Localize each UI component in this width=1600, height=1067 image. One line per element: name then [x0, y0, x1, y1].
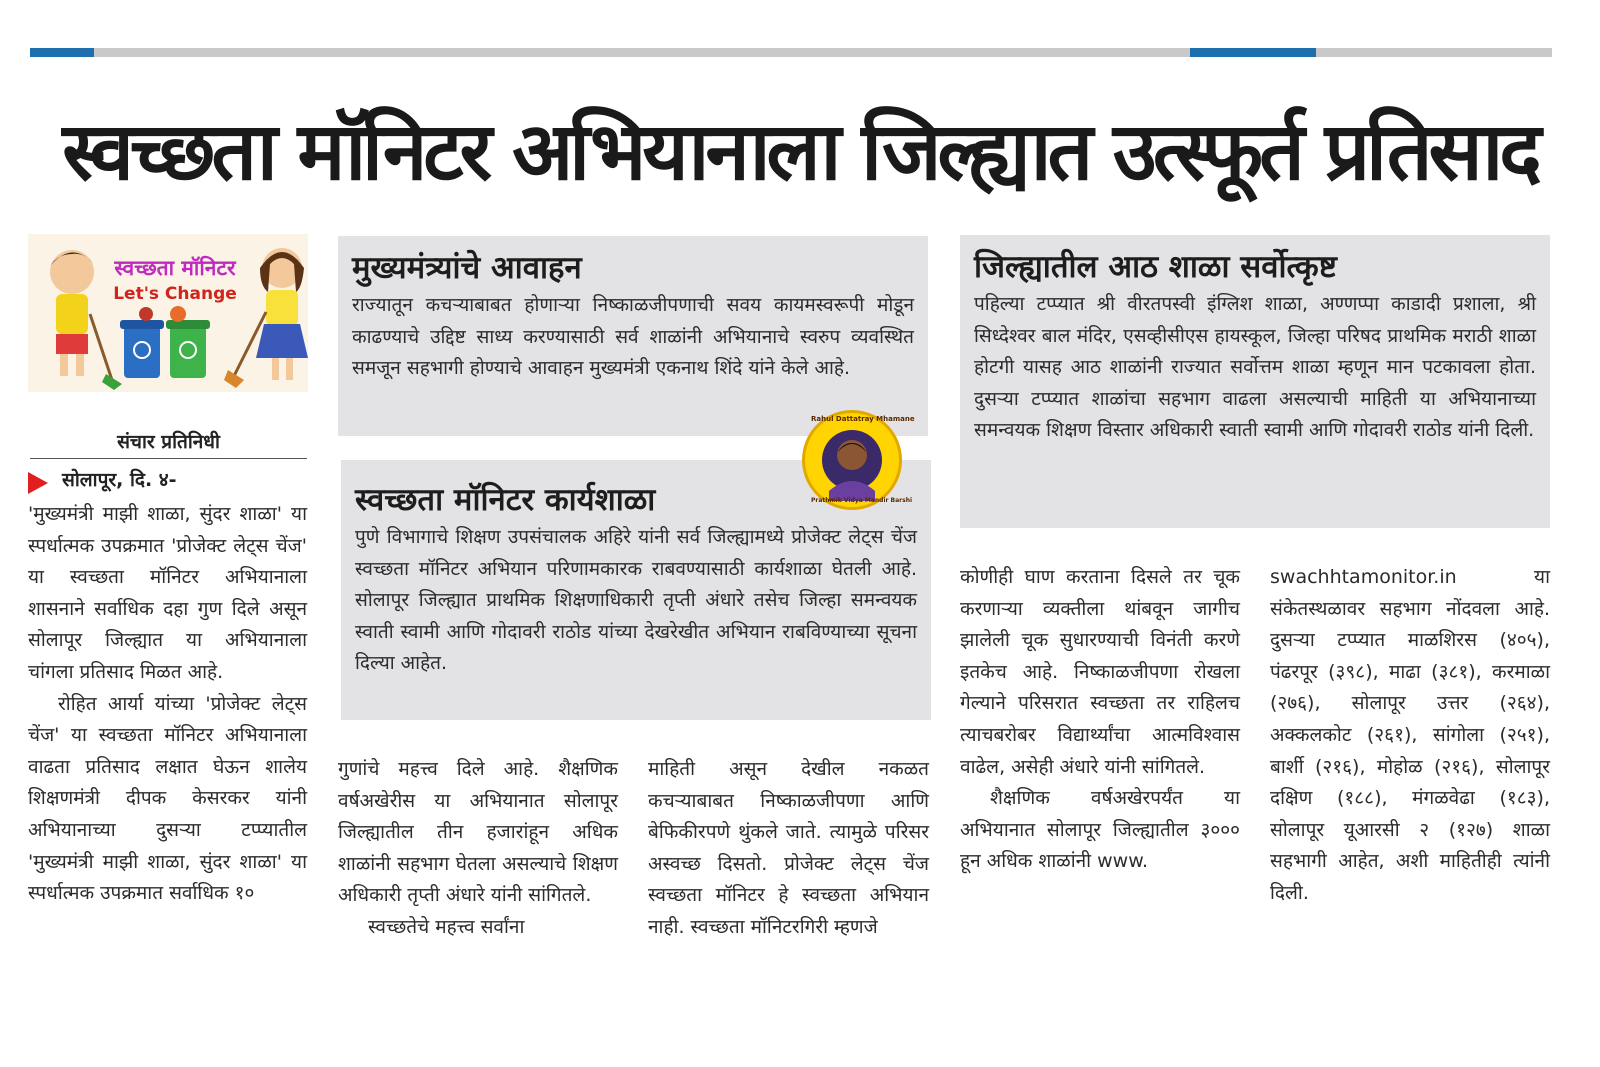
column-2-para-1: गुणांचे महत्त्व दिले आहे. शैक्षणिक वर्षअखेरीस या अभियानात सोलापूर जिल्ह्यातील तीन हजारांहून अधिक शाळांनी सहभाग घेतला असल्याचे शिक्षण अधिकारी तृप्ती अंधारे यांनी सांगितले. [338, 758, 618, 907]
box-best-schools [960, 235, 1550, 528]
box-chief-minister-appeal [338, 236, 928, 436]
girl-skirt-icon [256, 324, 308, 358]
badge-top-text: Rahul Dattatray Mhamane [811, 415, 915, 423]
logo-subtitle: Let's Change [113, 284, 237, 304]
column-4 [960, 562, 1240, 878]
blue-bin-icon [124, 326, 160, 378]
box-workshop-body: पुणे विभागाचे शिक्षण उपसंचालक अहिरे यांनी सर्व जिल्ह्यामध्ये प्रोजेक्ट लेट्स चेंज स्वच्छता मॉनिटर अभियान परिणामकारक राबवण्यासाठी कार्यशाळा घेतली आहे. सोलापूर जिल्ह्यात प्राथमिक शिक्षणाधिकारी तृप्ती अंधारे तसेच जिल्हा समन्वयक स्वाती स्वामी आणि गोदावरी राठोड यांच्या देखरेखीत अभियान राबविण्याच्या सूचना दिल्या आहेत. [355, 526, 917, 675]
author-photo-badge [802, 410, 915, 510]
top-rule-accent-right [1190, 48, 1316, 57]
boy-head-icon [50, 250, 94, 294]
dateline-arrow-icon [28, 472, 48, 494]
box-workshop-heading: स्वच्छता मॉनिटर कार्यशाळा [355, 482, 656, 518]
column-3-para-1: माहिती असून देखील नकळत कचऱ्याबाबत निष्काळजीपणा आणि बेफिकीरपणे थुंकले जाते. त्यामुळे परिसर अस्वच्छ दिसतो. प्रोजेक्ट लेट्स चेंज स्वच्छता मॉनिटर हे स्वच्छता अभियान नाही. स्वच्छता मॉनिटरगिरी म्हणजे [648, 758, 929, 938]
author-photo-icon [805, 413, 915, 507]
swachhta-monitor-logo [28, 234, 308, 392]
column-2 [338, 754, 618, 944]
headline: स्वच्छता मॉनिटर अभियानाला जिल्ह्यात उत्स्फूर्त प्रतिसाद [62, 105, 1538, 198]
box-chief-minister-body: राज्यातून कचऱ्याबाबत होणाऱ्या निष्काळजीपणाची सवय कायमस्वरूपी मोडून काढण्याचे उद्दिष्ट साध्य करण्यासाठी सर्व शाळांनी अभियानाचे स्वरुप व्यवस्थित समजून सहभागी होण्याचे आवाहन मुख्यमंत्री एकनाथ शिंदे यांने केले आहे. [352, 294, 914, 380]
top-rule-accent-left [30, 48, 94, 57]
box-best-schools-heading: जिल्ह्यातील आठ शाळा सर्वोत्कृष्ट [974, 249, 1337, 285]
column-3 [648, 754, 929, 944]
green-bin-icon [170, 326, 206, 378]
column-1-para-2: रोहित आर्या यांच्या 'प्रोजेक्ट लेट्स चेंज' या स्वच्छता मॉनिटर अभियानाला वाढता प्रतिसाद लक्षात घेऊन शालेय शिक्षणमंत्री दीपक केसरकर यांनी अभियानाच्या दुसऱ्या टप्प्यातील 'मुख्यमंत्री माझी शाळा, सुंदर शाळा' या स्पर्धात्मक उपक्रमात सर्वाधिक १० [28, 692, 307, 905]
column-5-para-1: swachhtamonitor.in या संकेतस्थळावर सहभाग नोंदवला आहे. दुसऱ्या टप्प्यात माळशिरस (४०५), पंढरपूर (३९८), माढा (३८१), करमाळा (२७६), सोलापूर उत्तर (२६४), अक्कलकोट (२६१), सांगोला (२५१), बार्शी (२१६), मोहोळ (२१६), सोलापूर दक्षिण (१८८), मंगळवेढा (१८३), सोलापूर यूआरसी २ (१२७) शाळा सहभागी आहेत, अशी माहितीही त्यांनी दिली. [1270, 566, 1550, 904]
badge-bottom-text: Prathmik Vidya Mandir Barshi [811, 497, 913, 504]
column-1-para-1: 'मुख्यमंत्री माझी शाळा, सुंदर शाळा' या स्पर्धात्मक उपक्रमात 'प्रोजेक्ट लेट्स चेंज' या स्वच्छता मॉनिटर अभियानाला शासनाने सर्वाधिक दहा गुण दिले असून सोलापूर जिल्ह्यात या अभियानाला चांगला प्रतिसाद मिळत आहे. [28, 503, 307, 683]
dateline: सोलापूर, दि. ४- [62, 469, 177, 491]
byline: संचार प्रतिनिधी [30, 428, 307, 459]
column-2-para-2: स्वच्छतेचे महत्त्व सर्वांना [368, 915, 525, 938]
top-rule [30, 48, 1552, 57]
logo-title: स्वच्छता मॉनिटर [114, 256, 236, 280]
box-best-schools-body: पहिल्या टप्प्यात श्री वीरतपस्वी इंग्लिश शाळा, अण्णप्पा काडादी प्रशाला, श्री सिध्देश्वर बाल मंदिर, एसव्हीसीएस हायस्कूल, जिल्हा परिषद प्राथमिक मराठी शाळा होटगी यासह आठ शाळांनी राज्यात सर्वोत्तम शाळा म्हणून मान पटकावला होता. दुसऱ्या टप्प्यात शाळांचा सहभाग वाढला असल्याची माहिती या अभियानाच्या समन्वयक शिक्षण विस्तार अधिकारी स्वाती स्वामी आणि गोदावरी राठोड यांनी दिली. [974, 293, 1536, 442]
column-4-para-2: शैक्षणिक वर्षअखेरपर्यंत या अभियानात सोलापूर जिल्ह्यातील ३००० हून अधिक शाळांनी www. [960, 787, 1240, 873]
column-4-para-1: कोणीही घाण करताना दिसले तर चूक करणाऱ्या व्यक्तीला थांबवून जागीच झालेली चूक सुधारण्याची विनंती करणे इतकेच आहे. निष्काळजीपणा रोखला गेल्याने परिसरात स्वच्छता तर राहिलच त्याचबरोबर विद्यार्थ्यांचा आत्मविश्वास वाढेल, असेही अंधारे यांनी सांगितले. [960, 566, 1240, 778]
box-chief-minister-heading: मुख्यमंत्र्यांचे आवाहन [352, 250, 582, 286]
column-5 [1270, 562, 1550, 910]
boy-shirt-icon [56, 294, 88, 334]
column-1 [28, 499, 307, 910]
